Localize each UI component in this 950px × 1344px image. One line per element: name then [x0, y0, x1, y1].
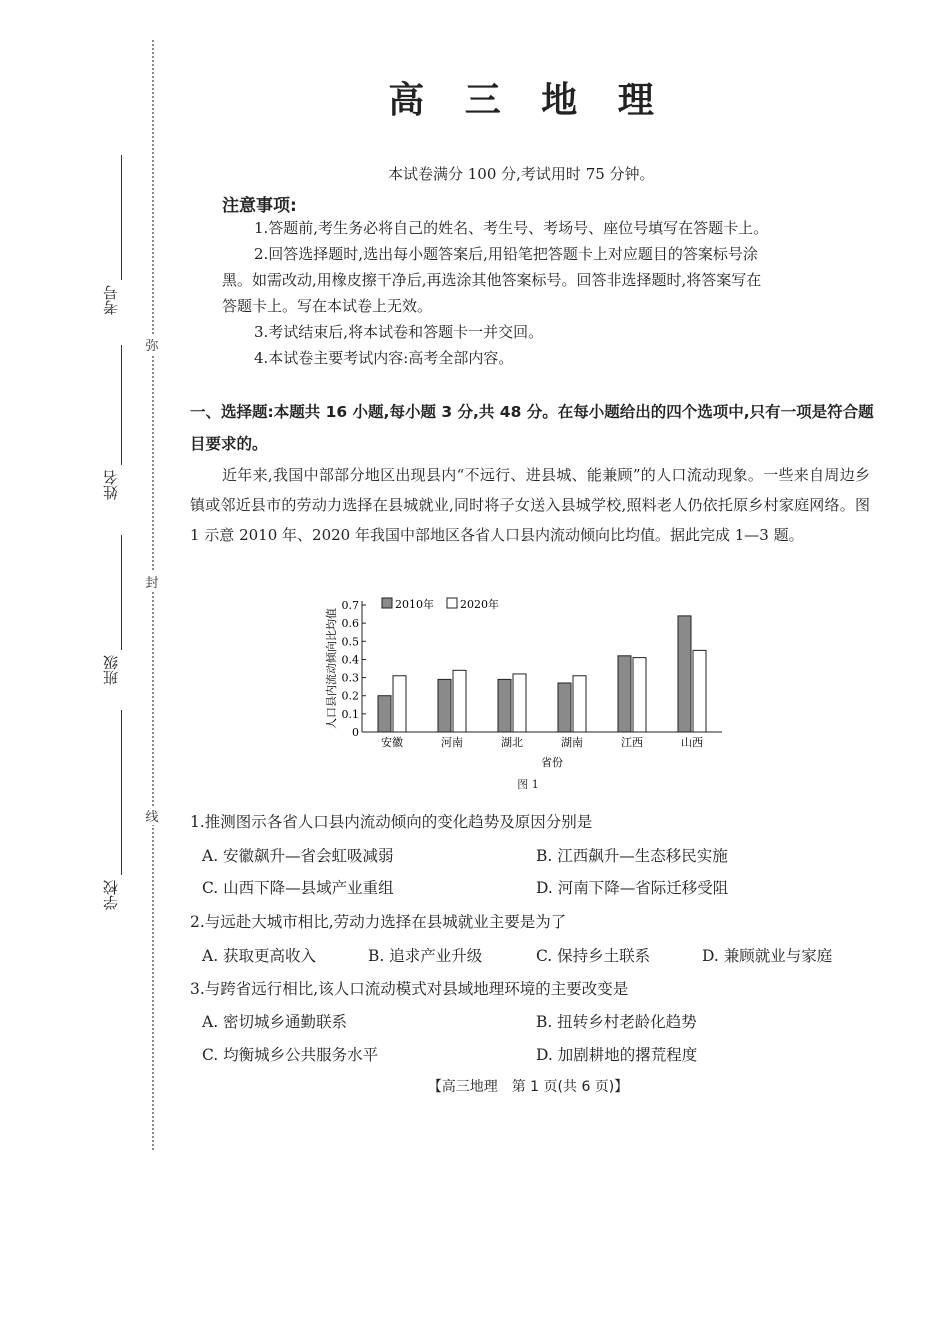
chart-y-tick-label: 0.6	[341, 617, 359, 631]
chart-bar	[378, 696, 391, 732]
notes-heading: 注意事项:	[222, 196, 297, 216]
seal-char-xian: 线	[142, 806, 162, 825]
chart-y-label: 人口县内流动倾向比均值	[325, 608, 338, 729]
name-line	[121, 345, 122, 465]
chart-bar	[393, 676, 406, 732]
class-line	[121, 535, 122, 650]
school-label: 学校	[102, 880, 120, 910]
bar-chart	[320, 595, 740, 795]
chart-x-tick-label: 河南	[441, 736, 463, 749]
chart-bar	[633, 658, 646, 732]
chart-y-tick-label: 0.1	[341, 707, 359, 721]
note-item: 3.考试结束后,将本试卷和答题卡一并交回。	[254, 323, 544, 341]
binding-dotted-line	[152, 40, 154, 1150]
chart-x-label: 省份	[541, 756, 563, 769]
chart-legend-label: 2020年	[460, 598, 499, 611]
question-3-stem: 3.与跨省远行相比,该人口流动模式对县域地理环境的主要改变是	[190, 980, 629, 998]
page-footer: 【高三地理 第 1 页(共 6 页)】	[427, 1079, 629, 1095]
chart-y-tick-label: 0.4	[341, 653, 359, 667]
chart-bar	[513, 674, 526, 732]
exam-number-line	[121, 155, 122, 280]
question-1-option-c[interactable]: C. 山西下降—县域产业重组	[202, 879, 394, 897]
chart-x-tick-label: 山西	[681, 736, 703, 749]
chart-bar	[678, 616, 691, 732]
seal-char-feng: 封	[142, 572, 162, 591]
seal-char-mi: 弥	[142, 335, 162, 354]
question-2-option-b[interactable]: B. 追求产业升级	[368, 947, 483, 965]
reading-passage: 近年来,我国中部部分地区出现县内“不远行、进县城、能兼顾”的人口流动现象。一些来自周边乡镇或邻近县市的劳动力选择在县城就业,同时将子女送入县城学校,照料老人仍依托原乡村家庭网络。图 1 示意 2010 年、2020 年我国中部地区各省人口县内流动倾向比均值。据此完成 1—3 题。	[190, 466, 870, 544]
figure-caption: 图 1	[517, 778, 539, 791]
chart-bar	[453, 670, 466, 732]
page-title: 高 三 地 理	[388, 80, 668, 121]
chart-bar	[438, 679, 451, 732]
question-2-option-a[interactable]: A. 获取更高收入	[202, 947, 317, 965]
note-item: 4.本试卷主要考试内容:高考全部内容。	[254, 349, 514, 367]
question-1-stem: 1.推测图示各省人口县内流动倾向的变化趋势及原因分别是	[190, 813, 593, 831]
section-heading: 一、选择题:本题共 16 小题,每小题 3 分,共 48 分。在每小题给出的四个选项中,只有一项是符合题目要求的。	[190, 403, 874, 453]
chart-axes	[362, 601, 722, 732]
chart-bars	[378, 616, 706, 732]
question-3-option-a[interactable]: A. 密切城乡通勤联系	[202, 1013, 348, 1031]
chart-bar	[573, 676, 586, 732]
chart-y-tick-label: 0.7	[341, 599, 359, 612]
chart-legend-label: 2010年	[395, 598, 434, 611]
question-3-option-c[interactable]: C. 均衡城乡公共服务水平	[202, 1046, 379, 1064]
question-3-option-b[interactable]: B. 扭转乡村老龄化趋势	[536, 1013, 697, 1031]
note-item: 答题卡上。写在本试卷上无效。	[222, 297, 433, 315]
question-2-option-c[interactable]: C. 保持乡土联系	[536, 947, 651, 965]
chart-y-tick-label: 0.3	[341, 671, 359, 685]
chart-y-tick-label: 0.5	[341, 635, 359, 649]
chart-x-ticks	[381, 735, 703, 749]
chart-legend-swatch	[447, 598, 457, 608]
chart-legend	[382, 597, 499, 611]
question-1-option-b[interactable]: B. 江西飙升—生态移民实施	[536, 847, 728, 865]
exam-number-label: 考号	[102, 285, 120, 315]
school-line	[121, 710, 122, 875]
note-item: 2.回答选择题时,选出每小题答案后,用铅笔把答题卡上对应题目的答案标号涂	[254, 245, 758, 263]
chart-bar	[693, 650, 706, 732]
question-1-option-a[interactable]: A. 安徽飙升—省会虹吸减弱	[202, 847, 394, 865]
class-label: 班级	[102, 655, 120, 685]
chart-bar	[498, 679, 511, 732]
chart-legend-swatch	[382, 598, 392, 608]
chart-bar	[618, 656, 631, 732]
chart-y-tick-label: 0.2	[341, 689, 359, 703]
chart-x-tick-label: 湖北	[501, 736, 523, 749]
chart-y-tick-label: 0	[352, 726, 359, 739]
chart-x-tick-label: 湖南	[561, 736, 583, 749]
question-1-option-d[interactable]: D. 河南下降—省际迁移受阻	[536, 879, 729, 897]
chart-x-tick-label: 江西	[621, 736, 643, 749]
note-item: 黑。如需改动,用橡皮擦干净后,再选涂其他答案标号。回答非选择题时,将答案写在	[222, 271, 762, 289]
exam-info: 本试卷满分 100 分,考试用时 75 分钟。	[388, 165, 655, 183]
chart-bar	[558, 683, 571, 732]
question-2-option-d[interactable]: D. 兼顾就业与家庭	[702, 947, 833, 965]
note-item: 1.答题前,考生务必将自己的姓名、考生号、考场号、座位号填写在答题卡上。	[254, 219, 769, 237]
question-3-option-d[interactable]: D. 加剧耕地的撂荒程度	[536, 1046, 698, 1064]
chart-x-tick-label: 安徽	[381, 736, 403, 749]
name-label: 姓名	[102, 470, 120, 500]
question-2-stem: 2.与远赴大城市相比,劳动力选择在县城就业主要是为了	[190, 913, 567, 931]
